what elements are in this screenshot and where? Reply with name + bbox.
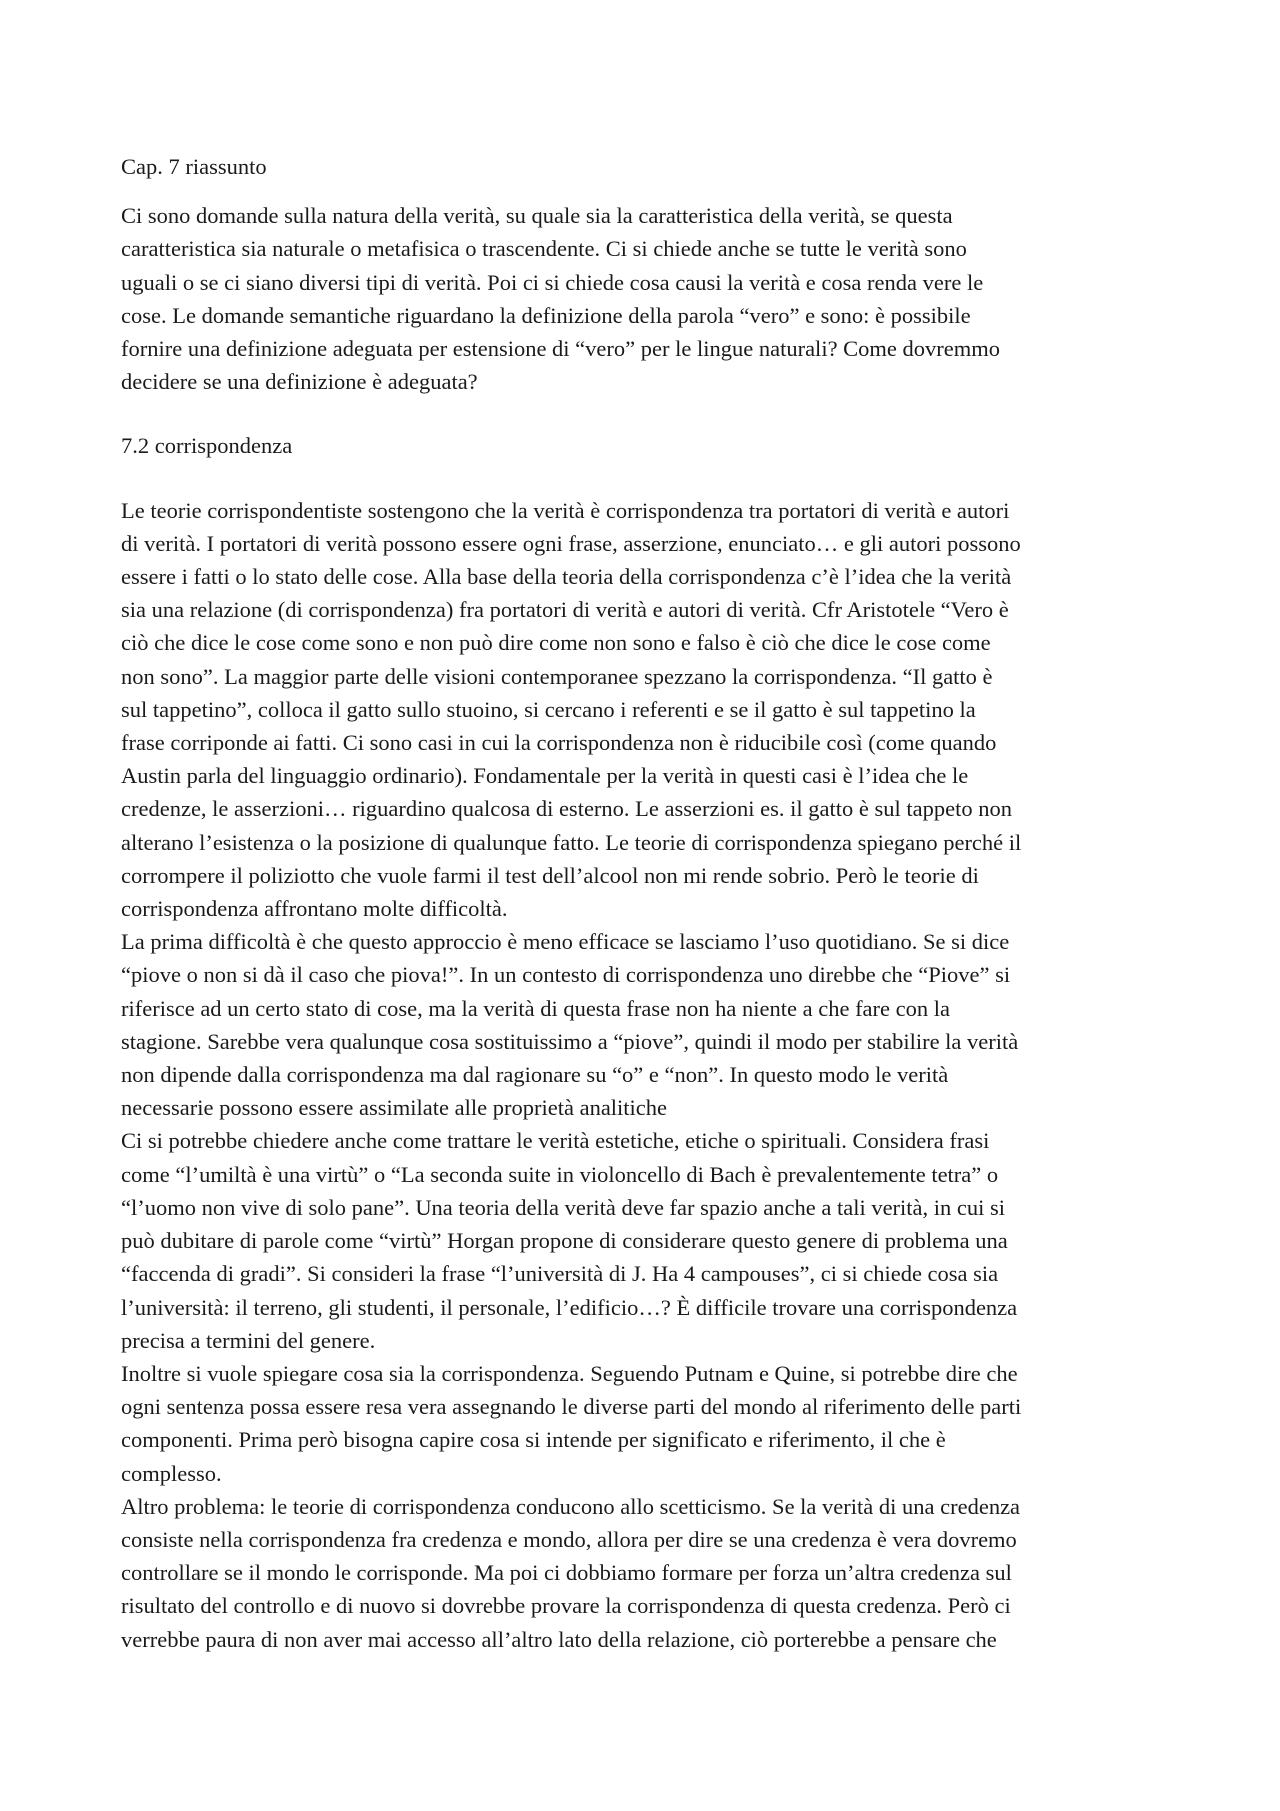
text-line: complesso. (121, 1460, 222, 1486)
text-line: ogni sentenza possa essere resa vera assegnando le diverse parti del mondo al riferimento delle parti (121, 1394, 1022, 1420)
body-paragraph (121, 1357, 1171, 1490)
text-line: uguali o se ci siano diversi tipi di verità. Poi ci si chiede cosa causi la verità e cosa renda vere le (121, 269, 984, 295)
text-line: La prima difficoltà è che questo approccio è meno efficace se lasciamo l’uso quotidiano. Se si dice (121, 929, 1010, 955)
text-line: Austin parla del linguaggio ordinario). Fondamentale per la verità in questi casi è l’idea che le (121, 763, 969, 789)
text-line: corrompere il poliziotto che vuole farmi il test dell’alcool non mi rende sobrio. Però le teorie di (121, 862, 979, 888)
text-line: “l’uomo non vive di solo pane”. Una teoria della verità deve far spazio anche a tali verità, in cui si (121, 1194, 1006, 1220)
text-line: credenze, le asserzioni… riguardino qualcosa di esterno. Le asserzioni es. il gatto è sul tappeto non (121, 796, 1012, 822)
text-line: componenti. Prima però bisogna capire cosa si intende per significato e riferimento, il che è (121, 1427, 946, 1453)
text-line: essere i fatti o lo stato delle cose. Alla base della teoria della corrispondenza c’è l’idea che la verità (121, 564, 1012, 590)
text-line: sia una relazione (di corrispondenza) fra portatori di verità e autori di verità. Cfr Aristotele “Vero è (121, 597, 1009, 623)
text-line: riferisce ad un certo stato di cose, ma la verità di questa frase non ha niente a che fare con la (121, 995, 950, 1021)
text-line: necessarie possono essere assimilate alle proprietà analitiche (121, 1095, 668, 1121)
text-line: Altro problema: le teorie di corrispondenza conducono allo scetticismo. Se la verità di una credenza (121, 1493, 1021, 1519)
text-line: controllare se il mondo le corrisponde. Ma poi ci dobbiamo formare per forza un’altra credenza sul (121, 1560, 1012, 1586)
text-line: sul tappetino”, colloca il gatto sullo stuoino, si cercano i referenti e se il gatto è sul tappetino la (121, 696, 976, 722)
text-line: Le teorie corrispondentiste sostengono che la verità è corrispondenza tra portatori di verità e autori (121, 497, 1010, 523)
text-line: consiste nella corrispondenza fra credenza e mondo, allora per dire se una credenza è vera dovremo (121, 1526, 1017, 1552)
document-page (121, 150, 1171, 1656)
text-line: Inoltre si vuole spiegare cosa sia la corrispondenza. Seguendo Putnam e Quine, si potrebbe dire che (121, 1360, 1018, 1386)
text-line: risultato del controllo e di nuovo si dovrebbe provare la corrispondenza di questa credenza. Però ci (121, 1593, 1011, 1619)
text-line: decidere se una definizione è adeguata? (121, 369, 478, 395)
text-line: fornire una definizione adeguata per estensione di “vero” per le lingue naturali? Come dovremmo (121, 336, 1001, 362)
document-title: Cap. 7 riassunto (121, 154, 267, 179)
body-paragraph (121, 1124, 1171, 1356)
section-heading: 7.2 corrispondenza (121, 433, 293, 459)
text-line: “piove o non si dà il caso che piova!”. In un contesto di corrispondenza uno direbbe che “Piove” si (121, 962, 1011, 988)
body-paragraph (121, 925, 1171, 1124)
text-line: stagione. Sarebbe vera qualunque cosa sostituissimo a “piove”, quindi il modo per stabilire la verità (121, 1028, 1019, 1054)
body-paragraph (121, 1490, 1171, 1656)
body-paragraph (121, 494, 1171, 926)
text-line: “faccenda di gradi”. Si consideri la frase “l’università di J. Ha 4 campouses”, ci si chiede cosa sia (121, 1261, 999, 1287)
text-line: Ci si potrebbe chiedere anche come trattare le verità estetiche, etiche o spirituali. Considera frasi (121, 1128, 990, 1154)
text-line: l’università: il terreno, gli studenti, il personale, l’edificio…? È difficile trovare una corrispondenza (121, 1294, 1018, 1320)
text-line: caratteristica sia naturale o metafisica o trascendente. Ci si chiede anche se tutte le verità sono (121, 236, 967, 262)
text-line: corrispondenza affrontano molte difficoltà. (121, 896, 508, 922)
text-line: non dipende dalla corrispondenza ma dal ragionare su “o” e “non”. In questo modo le verità (121, 1062, 949, 1088)
text-line: alterano l’esistenza o la posizione di qualunque fatto. Le teorie di corrispondenza spiegano perché il (121, 829, 1022, 855)
text-line: ciò che dice le cose come sono e non può dire come non sono e falso è ciò che dice le cose come (121, 630, 991, 656)
intro-paragraph (121, 199, 1171, 398)
text-line: può dubitare di parole come “virtù” Horgan propone di considerare questo genere di problema una (121, 1228, 1008, 1254)
text-line: verrebbe paura di non aver mai accesso all’altro lato della relazione, ciò porterebbe a pensare che (121, 1626, 997, 1652)
text-line: cose. Le domande semantiche riguardano la definizione della parola “vero” e sono: è possibile (121, 302, 971, 328)
text-line: Ci sono domande sulla natura della verità, su quale sia la caratteristica della verità, se questa (121, 203, 953, 229)
text-line: non sono”. La maggior parte delle visioni contemporanee spezzano la corrispondenza. “Il gatto è (121, 663, 993, 689)
text-line: frase corriponde ai fatti. Ci sono casi in cui la corrispondenza non è riducibile così (come quando (121, 730, 997, 756)
text-line: di verità. I portatori di verità possono essere ogni frase, asserzione, enunciato… e gli autori possono (121, 530, 1021, 556)
text-line: precisa a termini del genere. (121, 1327, 376, 1353)
text-line: come “l’umiltà è una virtù” o “La seconda suite in violoncello di Bach è prevalentemente tetra” o (121, 1161, 999, 1187)
